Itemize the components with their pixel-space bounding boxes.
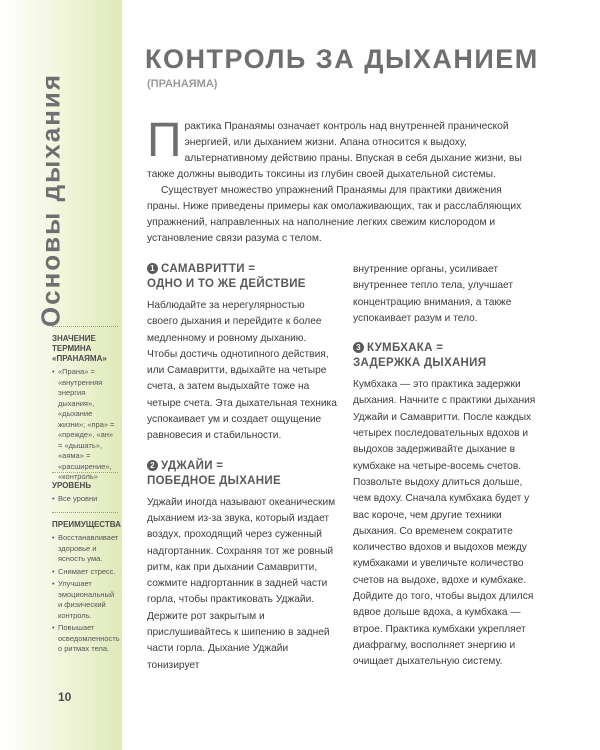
benefit-item: • Восстанавливает здоровье и ясность ума.	[52, 533, 118, 565]
section-number-badge: 3	[353, 342, 364, 353]
benefits-heading: ПРЕИМУЩЕСТВА	[52, 520, 121, 529]
level-heading: УРОВЕНЬ	[52, 481, 92, 490]
section-heading-kumbhaka	[353, 341, 543, 371]
section-heading-samavritti	[147, 262, 337, 292]
vertical-chapter-title: Основы дыхания	[35, 72, 66, 328]
page-title: КОНТРОЛЬ ЗА ДЫХАНИЕМ	[145, 44, 539, 74]
level-item: • Все уровни	[52, 494, 118, 505]
benefit-item: • Снимает стресс.	[52, 567, 118, 578]
intro-text	[147, 114, 525, 247]
benefit-item: • Улучшает эмоциональный и физический контроль.	[52, 579, 118, 621]
level-block	[52, 481, 118, 507]
column-right	[353, 262, 543, 671]
benefits-block	[52, 520, 121, 657]
term-item: • «Прана» = «внутренняя энергия дыхания», «дыхание жизни»; «пра» = «прежде», «ан» = «дышать», «аяма» = «расширение», «контроль»	[52, 367, 118, 483]
section-number-badge: 2	[147, 460, 158, 471]
section-title-line2: ОДНО И ТО ЖЕ ДЕЙСТВИЕ	[147, 278, 306, 290]
term-meaning-block	[52, 334, 118, 485]
sidebar-divider	[52, 512, 118, 513]
benefit-item: • Повышает осведомленность о ритмах тела.	[52, 623, 118, 655]
drop-cap: П	[147, 114, 182, 167]
intro-paragraph-2: Существует множество упражнений Пранаямы для практики движения праны. Ниже приведены примеры как омолаживающих, так и расслабляющих упражнений, направленных на наполнение легких свежим кислородом и установление связи разума с телом.	[147, 185, 522, 244]
page-number: 10	[58, 690, 72, 704]
section-heading-ujjayi	[147, 459, 337, 489]
section-text-ujjayi-continued: внутренние органы, усиливает внутреннее тепло тела, улучшает концентрацию внимания, а также успокаивает разум и тело.	[353, 264, 514, 324]
section-text-ujjayi: Уджайи иногда называют океаническим дыханием из-за звука, который издает воздух, проходящий через суженный надгортанник. Сохраняя тот же ровный ритм, как при дыхании Самавритти, сожмите надгортанник в задней части горла, чтобы практиковать Уджайи. Держите рот закрытым и прислушивайтесь к шипению в задней части горла. Дыхание Уджайи тонизирует	[147, 496, 336, 671]
section-text-samavritti: Наблюдайте за нерегулярностью своего дыхания и перейдите к более медленному и ровному дыханию. Чтобы достичь однотипного действия, или Самавритти, вдыхайте на четыре счета, а затем выдыхайте тоже на четыре счета. Эта дыхательная техника успокаивает ум и создает ощущение равновесия и стабильности.	[147, 300, 337, 442]
intro-paragraph-1: рактика Пранаямы означает контроль над внутренней пранической энергией, или дыханием жизни. Апана относится к выдоху, альтернативному действию праны. Впуская в себя дыхание жизни, вы также должны выводить токсины из глубин своей дыхательной системы.	[147, 121, 522, 180]
page-subtitle: (ПРАНАЯМА)	[147, 78, 218, 90]
sidebar-divider	[52, 472, 118, 473]
section-title-line1: УДЖАЙИ =	[161, 459, 224, 472]
section-text-kumbhaka: Кумбхака — это практика задержки дыхания. Начните с практики дыхания Уджайи и Самавритти. После каждых четырех последовательных вдохов и выдохов задерживайте дыхание в кумбхаке на четыре-восемь счетов. Позвольте выдоху длиться дольше, чем вдоху. Сначала кумбхака будет у вас короче, чем другие техники дыхания. Со временем сократите количество вдохов и выдохов между кумбхаками и увеличьте количество счетов на выдохе, вдохе и кумбхаке. Дойдите до того, чтобы выдох длился вдвое дольше вдоха, а кумбхака — втрое. Практика кумбхаки укрепляет диафрагму, восполняет энергию и очищает дыхательную систему.	[353, 379, 536, 668]
column-left	[147, 262, 337, 674]
term-heading: ЗНАЧЕНИЕ ТЕРМИНА «ПРАНАЯМА»	[52, 334, 107, 363]
section-title-line2: ЗАДЕРЖКА ДЫХАНИЯ	[353, 357, 487, 370]
sidebar	[0, 0, 122, 750]
section-number-badge: 1	[147, 263, 158, 274]
section-title-line1: САМАВРИТТИ =	[161, 263, 256, 275]
section-title-line2: ПОБЕДНОЕ ДЫХАНИЕ	[147, 474, 281, 487]
sidebar-divider	[52, 326, 118, 327]
section-title-line1: КУМБХАКА =	[367, 342, 444, 355]
